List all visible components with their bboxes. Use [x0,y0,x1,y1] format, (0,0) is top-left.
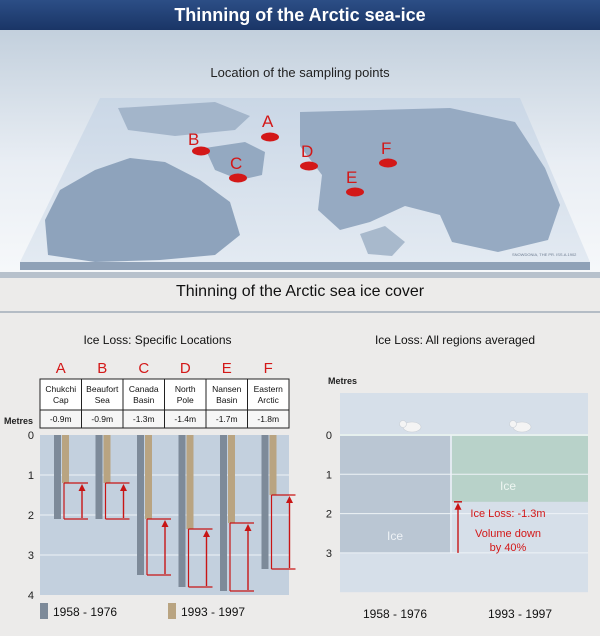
arctic-map-panel [0,30,600,272]
y-axis-title: Metres [4,416,34,426]
polar-bear-head [400,421,407,428]
y-tick-label: 4 [27,590,34,602]
chart-right-title: Ice Loss: All regions averaged [374,333,536,347]
loss-label: -0.9m [91,414,114,424]
arctic-map [0,30,600,272]
legend-label-1993-1997: 1993 - 1997 [181,605,246,619]
marker-d [300,162,318,171]
bar-1993-1997 [270,435,277,495]
marker-a [261,133,279,142]
location-name: North [174,384,196,394]
location-name: Eastern [253,384,283,394]
right-chart [300,358,600,626]
loss-label: -0.9m [49,414,72,424]
map-credit: SNOWDONIA, THE PR. ISS.A.1902 [512,252,577,257]
location-letter: D [179,360,191,377]
y-axis-title: Metres [328,376,358,386]
bar-1958-1976 [137,435,144,575]
location-name: Basin [133,395,155,405]
y-tick-label: 2 [325,508,332,521]
y-tick-label: 0 [27,430,34,442]
map-subtitle: Location of the sampling points [210,65,390,80]
legend-swatch-1958-1976 [40,603,48,619]
bar-1993-1997 [104,435,111,483]
location-letter: F [263,360,273,377]
polar-bear-head [510,421,517,428]
bar-1993-1997 [145,435,152,519]
volume-label-line2: by 40% [489,542,527,554]
loss-label: -1.3m [132,414,155,424]
location-name: Arctic [257,395,279,405]
location-name: Cap [52,395,69,405]
location-name: Chukchi [45,384,77,394]
map-point-f: F [381,139,392,158]
loss-label: -1.8m [257,414,280,424]
marker-c [229,174,247,183]
map-point-a: A [262,112,274,131]
bar-1993-1997 [228,435,235,523]
location-name: Sea [94,395,110,405]
x-label-1993-1997: 1993 - 1997 [487,607,553,621]
volume-label-line1: Volume down [474,528,542,540]
location-letter: C [138,360,150,377]
y-tick-label: 1 [325,469,332,482]
bar-1993-1997 [62,435,69,483]
y-tick-label: 0 [325,430,332,442]
location-letter: A [55,360,66,377]
location-name: Pole [176,395,194,405]
y-tick-label: 3 [27,550,34,562]
marker-f [379,159,397,168]
chart-left-title: Ice Loss: Specific Locations [83,333,232,347]
section-title: Thinning of the Arctic sea ice cover [175,283,425,300]
ice-block-1993-1997 [452,435,588,502]
map-point-d: D [301,142,314,161]
location-letter: E [221,360,232,377]
location-letter: B [97,360,108,377]
title-rule [0,311,600,313]
map-point-c: C [230,154,243,173]
ice-label-1958-1976: Ice [386,529,404,543]
ice-loss-label: Ice Loss: -1.3m [470,508,546,520]
bar-1958-1976 [179,435,186,587]
bar-1958-1976 [262,435,269,569]
location-name: Canada [128,384,159,394]
bar-1958-1976 [96,435,103,519]
bar-1993-1997 [187,435,194,529]
legend-label-1958-1976: 1958 - 1976 [53,605,118,619]
loss-label: -1.4m [174,414,197,424]
y-tick-label: 1 [27,470,34,482]
location-name: Nansen [212,384,242,394]
bar-1958-1976 [220,435,227,591]
location-name: Basin [216,395,238,405]
map-plane-edge [20,262,590,270]
map-point-e: E [346,168,358,187]
x-label-1958-1976: 1958 - 1976 [362,607,428,621]
ice-label-1993-1997: Ice [499,479,517,493]
left-chart [0,358,300,626]
legend-swatch-1993-1997 [168,603,176,619]
page-title: Thinning of the Arctic sea-ice [0,0,600,30]
marker-e [346,188,364,197]
y-tick-label: 2 [27,510,34,522]
map-point-b: B [188,130,200,149]
loss-label: -1.7m [215,414,238,424]
bar-1958-1976 [54,435,61,519]
location-name: Beaufort [86,384,119,394]
y-tick-label: 3 [325,547,332,560]
